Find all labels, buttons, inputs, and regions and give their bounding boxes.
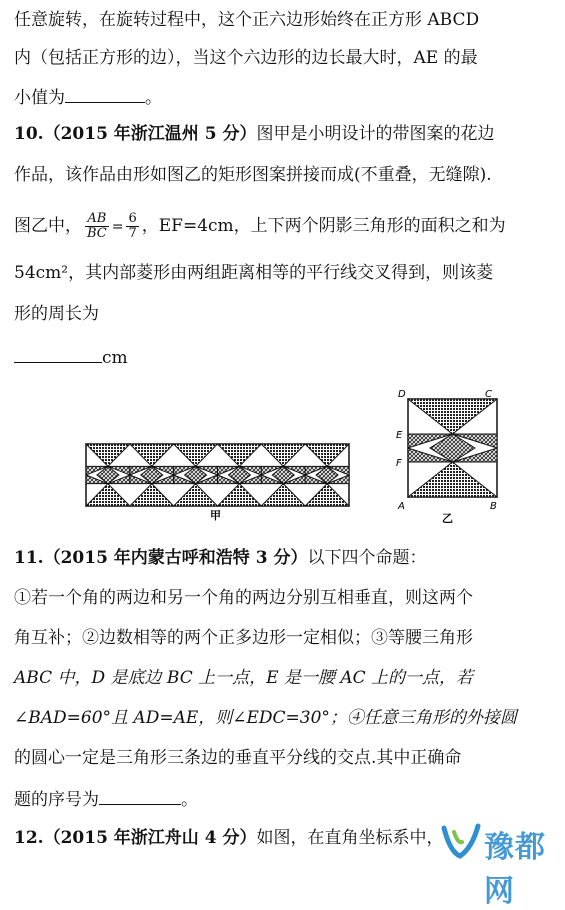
equals-sign: = [111,219,124,235]
q12-number: 12. [14,828,44,848]
watermark-logo [438,818,563,909]
unit-cm: cm [102,348,128,368]
q11-number: 11. [14,548,44,568]
figure-yi [396,389,497,525]
q11-line-7 [14,788,198,810]
q10-line-5: 形的周长为 [14,304,99,324]
six-sevenths-fraction: $\frac{6}{7}$ [128,211,137,241]
prev-line-2: 内（包括正方形的边），当这个六边形的边长最大时，AE 的最 [14,48,478,68]
q11-line-2: ①若一个角的两边和另一个角的两边分别互相垂直，则这两个 [14,588,473,608]
q11-line-6: 的圆心一定是三角形三条边的垂直平分线的交点.其中正确命 [14,748,462,768]
answer-blank [99,788,181,805]
q12-text-1: 如图，在直角坐标系中， [256,828,444,848]
vertex-E: E [396,430,403,441]
q11-text-7-end: 。 [181,790,198,810]
q12-source: （2015 年浙江舟山 4 分） [43,828,257,848]
vertex-B: B [490,501,497,512]
vertex-C: C [485,389,492,400]
watermark-text: 豫都网 [484,830,546,909]
q12-line-1 [14,828,443,848]
prev-line-3-end: 。 [145,88,162,108]
q11-text-1: 以下四个命题： [307,548,427,568]
q10-line-4: 54cm²，其内部菱形由两组距离相等的平行线交叉得到，则该菱 [14,263,494,283]
yi-label: 乙 [442,512,453,525]
q10-text-3b: ，EF=4cm，上下两个阴影三角形的面积之和为 [141,216,506,236]
q10-source: （2015 年浙江温州 5 分） [43,124,257,144]
q11-text-7: 题的序号为 [14,790,99,810]
q10-text-1: 图甲是小明设计的带图案的花边 [256,124,495,144]
q10-number: 10. [14,124,44,144]
border-strip [86,444,349,506]
jia-label: 甲 [210,509,221,522]
vertex-F: F [396,458,402,469]
q11-line-5: ∠BAD=60°且 AD=AE，则∠EDC=30°；④任意三角形的外接圆 [14,708,517,728]
q11-line-3: 角互补；②边数相等的两个正多边形一定相似；③等腰三角形 [14,628,473,648]
prev-line-1: 任意旋转，在旋转过程中，这个正六边形始终在正方形 ABCD [14,10,480,30]
vertex-D: D [398,389,406,400]
q11-line-1 [14,548,426,568]
vertex-A: A [398,501,405,512]
ab-bc-fraction: $\frac{AB}{BC}$ [87,211,107,241]
q11-line-4: ABC 中，D 是底边 BC 上一点，E 是一腰 AC 上的一点，若 [14,668,474,688]
q11-source: （2015 年内蒙古呼和浩特 3 分） [43,548,308,568]
q10-text-3a: 图乙中， [14,216,82,236]
prev-line-3-text: 小值为 [14,88,65,108]
q10-line-2: 作品，该作品由形如图乙的矩形图案拼接而成(不重叠，无缝隙). [14,165,492,185]
